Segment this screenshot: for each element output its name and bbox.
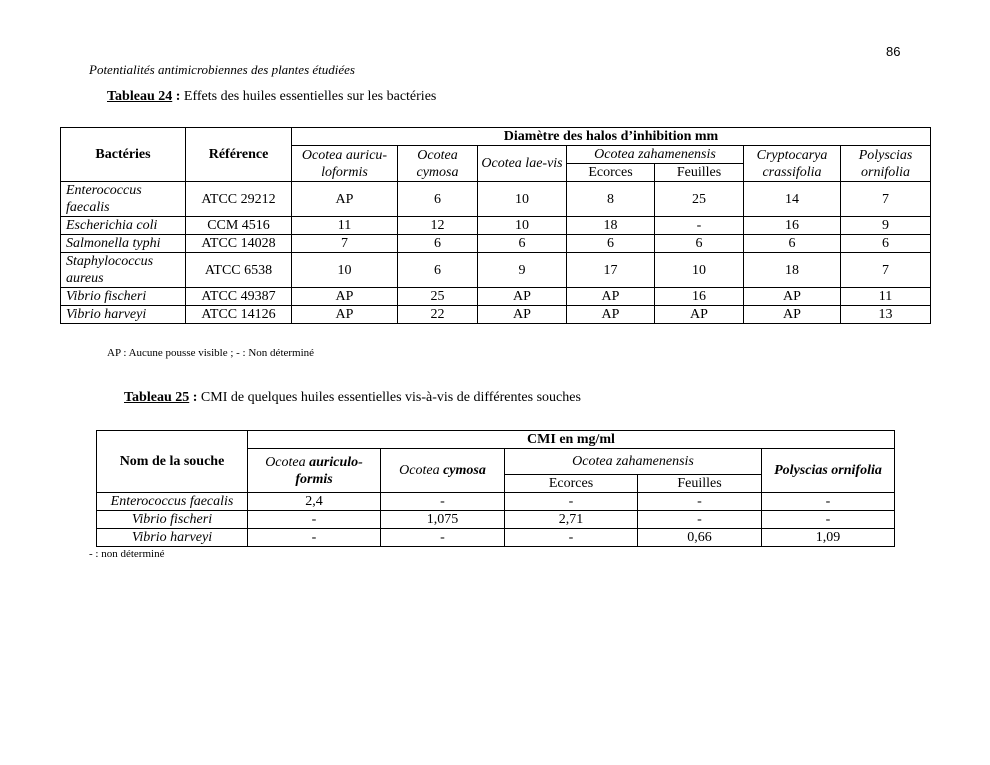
- value-cell: -: [762, 511, 895, 529]
- table24-caption: [107, 89, 436, 105]
- header-bacteries: Bactéries: [61, 128, 186, 182]
- value-cell: 0,66: [638, 529, 762, 547]
- value-cell: 9: [841, 217, 931, 235]
- value-cell: 10: [478, 217, 567, 235]
- value-cell: AP: [478, 288, 567, 306]
- header-ocotea-cymosa: Ocotea cymosa: [398, 146, 478, 182]
- value-cell: 18: [567, 217, 655, 235]
- value-cell: AP: [744, 306, 841, 324]
- table24-colon: :: [172, 89, 181, 104]
- table-row: [61, 288, 931, 306]
- value-cell: 18: [744, 253, 841, 288]
- header-ocotea-cymosa-cmi: [381, 449, 505, 493]
- value-cell: 10: [478, 182, 567, 217]
- value-cell: 22: [398, 306, 478, 324]
- genus-ocotea-1: Ocotea: [265, 454, 306, 470]
- header-ocotea-zahamenensis-cmi: [505, 449, 762, 475]
- value-cell: 1,09: [762, 529, 895, 547]
- value-cell: -: [638, 511, 762, 529]
- value-cell: 1,075: [381, 511, 505, 529]
- value-cell: AP: [655, 306, 744, 324]
- reference-cell: ATCC 29212: [186, 182, 292, 217]
- value-cell: -: [762, 493, 895, 511]
- species-auriculoformis: auriculo-formis: [295, 454, 363, 487]
- table24-label: Tableau 24: [107, 89, 173, 104]
- table-row: [97, 493, 895, 511]
- value-cell: 25: [655, 182, 744, 217]
- value-cell: AP: [292, 306, 398, 324]
- bacteria-name: Vibrio fischeri: [61, 288, 186, 306]
- table-row: [97, 529, 895, 547]
- table25-caption: [124, 390, 581, 406]
- value-cell: -: [505, 493, 638, 511]
- header-reference: Référence: [186, 128, 292, 182]
- reference-cell: ATCC 49387: [186, 288, 292, 306]
- header-feuilles-cmi: Feuilles: [638, 475, 762, 493]
- value-cell: 7: [292, 235, 398, 253]
- value-cell: 17: [567, 253, 655, 288]
- value-cell: -: [248, 529, 381, 547]
- value-cell: 2,4: [248, 493, 381, 511]
- value-cell: 12: [398, 217, 478, 235]
- value-cell: 11: [841, 288, 931, 306]
- value-cell: 25: [398, 288, 478, 306]
- genus-ocotea-2: Ocotea: [399, 463, 440, 478]
- header-cmi-group: CMI en mg/ml: [248, 431, 895, 449]
- value-cell: 6: [744, 235, 841, 253]
- table-row: [61, 182, 931, 217]
- value-cell: 7: [841, 253, 931, 288]
- value-cell: -: [381, 493, 505, 511]
- value-cell: 6: [478, 235, 567, 253]
- species-zahamenensis: zahamenensis: [616, 454, 694, 469]
- reference-cell: CCM 4516: [186, 217, 292, 235]
- value-cell: 16: [744, 217, 841, 235]
- table25-colon: :: [189, 390, 198, 405]
- value-cell: -: [655, 217, 744, 235]
- value-cell: 7: [841, 182, 931, 217]
- strain-name: Enterococcus faecalis: [97, 493, 248, 511]
- table-row: [61, 217, 931, 235]
- reference-cell: ATCC 14126: [186, 306, 292, 324]
- bacteria-name: Staphylococcus aureus: [61, 253, 186, 288]
- header-polyscias-ornifolia-cmi: Polyscias ornifolia: [762, 449, 895, 493]
- table-row: [61, 235, 931, 253]
- bacteria-name: Enterococcus faecalis: [61, 182, 186, 217]
- header-nom-souche: Nom de la souche: [97, 431, 248, 493]
- value-cell: 9: [478, 253, 567, 288]
- page-number: 86: [886, 44, 901, 59]
- table-row: [61, 253, 931, 288]
- value-cell: 6: [398, 182, 478, 217]
- value-cell: 6: [398, 235, 478, 253]
- species-cymosa: cymosa: [443, 463, 486, 478]
- value-cell: 10: [655, 253, 744, 288]
- table25-title: CMI de quelques huiles essentielles vis-à-vis de différentes souches: [197, 390, 581, 405]
- table25-label: Tableau 25: [124, 390, 190, 405]
- bacteria-name: Vibrio harveyi: [61, 306, 186, 324]
- value-cell: AP: [478, 306, 567, 324]
- value-cell: 6: [655, 235, 744, 253]
- table-row: [97, 511, 895, 529]
- header-ocotea-laevis: Ocotea lae-vis: [478, 146, 567, 182]
- value-cell: -: [381, 529, 505, 547]
- header-cryptocarya-crassifolia: Cryptocarya crassifolia: [744, 146, 841, 182]
- table24: [60, 127, 931, 324]
- table25: [96, 430, 895, 547]
- table24-note: AP : Aucune pousse visible ; - : Non déterminé: [107, 347, 315, 359]
- table25-note: - : non déterminé: [89, 548, 165, 560]
- header-ocotea-auriculoformis-cmi: [248, 449, 381, 493]
- value-cell: AP: [292, 182, 398, 217]
- value-cell: AP: [567, 306, 655, 324]
- value-cell: -: [248, 511, 381, 529]
- table24-title: Effets des huiles essentielles sur les bactéries: [180, 89, 437, 104]
- header-ecorces: Ecorces: [567, 164, 655, 182]
- bacteria-name: Salmonella typhi: [61, 235, 186, 253]
- value-cell: 2,71: [505, 511, 638, 529]
- value-cell: AP: [292, 288, 398, 306]
- header-diametre-group: Diamètre des halos d’inhibition mm: [292, 128, 931, 146]
- genus-ocotea-3: Ocotea: [572, 454, 613, 469]
- value-cell: 16: [655, 288, 744, 306]
- value-cell: 6: [567, 235, 655, 253]
- bacteria-name: Escherichia coli: [61, 217, 186, 235]
- header-ocotea-auriculoformis: Ocotea auricu-loformis: [292, 146, 398, 182]
- value-cell: 13: [841, 306, 931, 324]
- value-cell: -: [638, 493, 762, 511]
- value-cell: 6: [841, 235, 931, 253]
- value-cell: 11: [292, 217, 398, 235]
- header-feuilles: Feuilles: [655, 164, 744, 182]
- value-cell: AP: [744, 288, 841, 306]
- header-polyscias-ornifolia: Polyscias ornifolia: [841, 146, 931, 182]
- strain-name: Vibrio fischeri: [97, 511, 248, 529]
- reference-cell: ATCC 14028: [186, 235, 292, 253]
- strain-name: Vibrio harveyi: [97, 529, 248, 547]
- value-cell: 8: [567, 182, 655, 217]
- value-cell: -: [505, 529, 638, 547]
- running-head: Potentialités antimicrobiennes des plantes étudiées: [89, 62, 355, 77]
- value-cell: 14: [744, 182, 841, 217]
- table-row: [61, 306, 931, 324]
- value-cell: 10: [292, 253, 398, 288]
- header-ecorces-cmi: Ecorces: [505, 475, 638, 493]
- value-cell: AP: [567, 288, 655, 306]
- header-ocotea-zahamenensis: Ocotea zahamenensis: [567, 146, 744, 164]
- reference-cell: ATCC 6538: [186, 253, 292, 288]
- value-cell: 6: [398, 253, 478, 288]
